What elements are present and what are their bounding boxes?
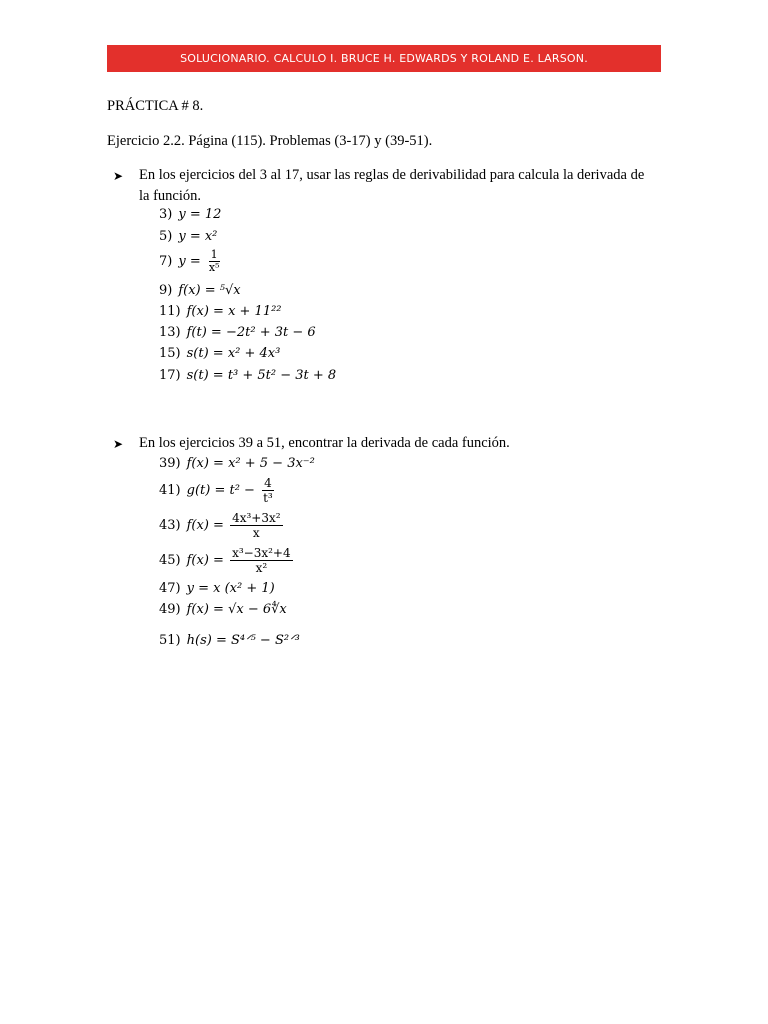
fraction: $\frac{4}{\text{t³}}$ [263,476,273,505]
section2-instruction-text: En los ejercicios 39 a 51, encontrar la derivada de cada función. [139,435,510,451]
header-banner [107,45,661,72]
exercise-39: 39) f(x) = x² + 5 − 3x⁻² [159,456,315,471]
exercise-3: 3) y = 12 [159,207,222,222]
section1-instruction [113,165,653,207]
exercise-9: 9) f(x) = ⁵√x [159,283,241,298]
bullet-arrow-icon: ➤ [113,437,124,451]
exercise-51: 51) h(s) = S⁴ᐟ⁵ − S²ᐟ³ [159,633,300,648]
fraction: $\frac{\text{4x³+3x²}}{x}$ [232,511,281,540]
fraction: $\frac{1}{\text{x⁵}}$ [208,248,220,274]
practice-title: PRÁCTICA # 8. [107,98,204,114]
exercise-49: 49) f(x) = √x − 6∜x [159,602,287,617]
exercise-11: 11) f(x) = x + 11²² [159,304,282,319]
fraction: $\frac{\text{x³−3x²+4}}{\text{x²}}$ [232,546,291,575]
exercise-15: 15) s(t) = x² + 4x³ [159,346,281,361]
exercise-reference: Ejercicio 2.2. Página (115). Problemas (3-17) y (39-51). [107,133,433,149]
bullet-arrow-icon: ➤ [113,169,124,183]
section1-instruction-text: En los ejercicios del 3 al 17, usar las reglas de derivabilidad para calcula la derivada de la función. [139,167,645,204]
exercise-13: 13) f(t) = −2t² + 3t − 6 [159,325,316,340]
exercise-43: 43) f(x) = $\frac{\text{4x³+3x²}}{x}$ [159,511,281,540]
exercise-47: 47) y = x (x² + 1) [159,581,275,596]
exercise-45: 45) f(x) = $\frac{\text{x³−3x²+4}}{\text{x²}}$ [159,546,291,575]
exercise-41: 41) g(t) = t² − $\frac{4}{\text{t³}}$ [159,476,273,505]
section2-instruction [113,433,653,454]
exercise-5: 5) y = x² [159,229,218,244]
exercise-7: 7) y = $\frac{1}{\text{x⁵}}$ [159,248,220,274]
banner-text: SOLUCIONARIO. CALCULO I. BRUCE H. EDWARDS Y ROLAND E. LARSON. [180,52,588,65]
exercise-17: 17) s(t) = t³ + 5t² − 3t + 8 [159,368,337,383]
